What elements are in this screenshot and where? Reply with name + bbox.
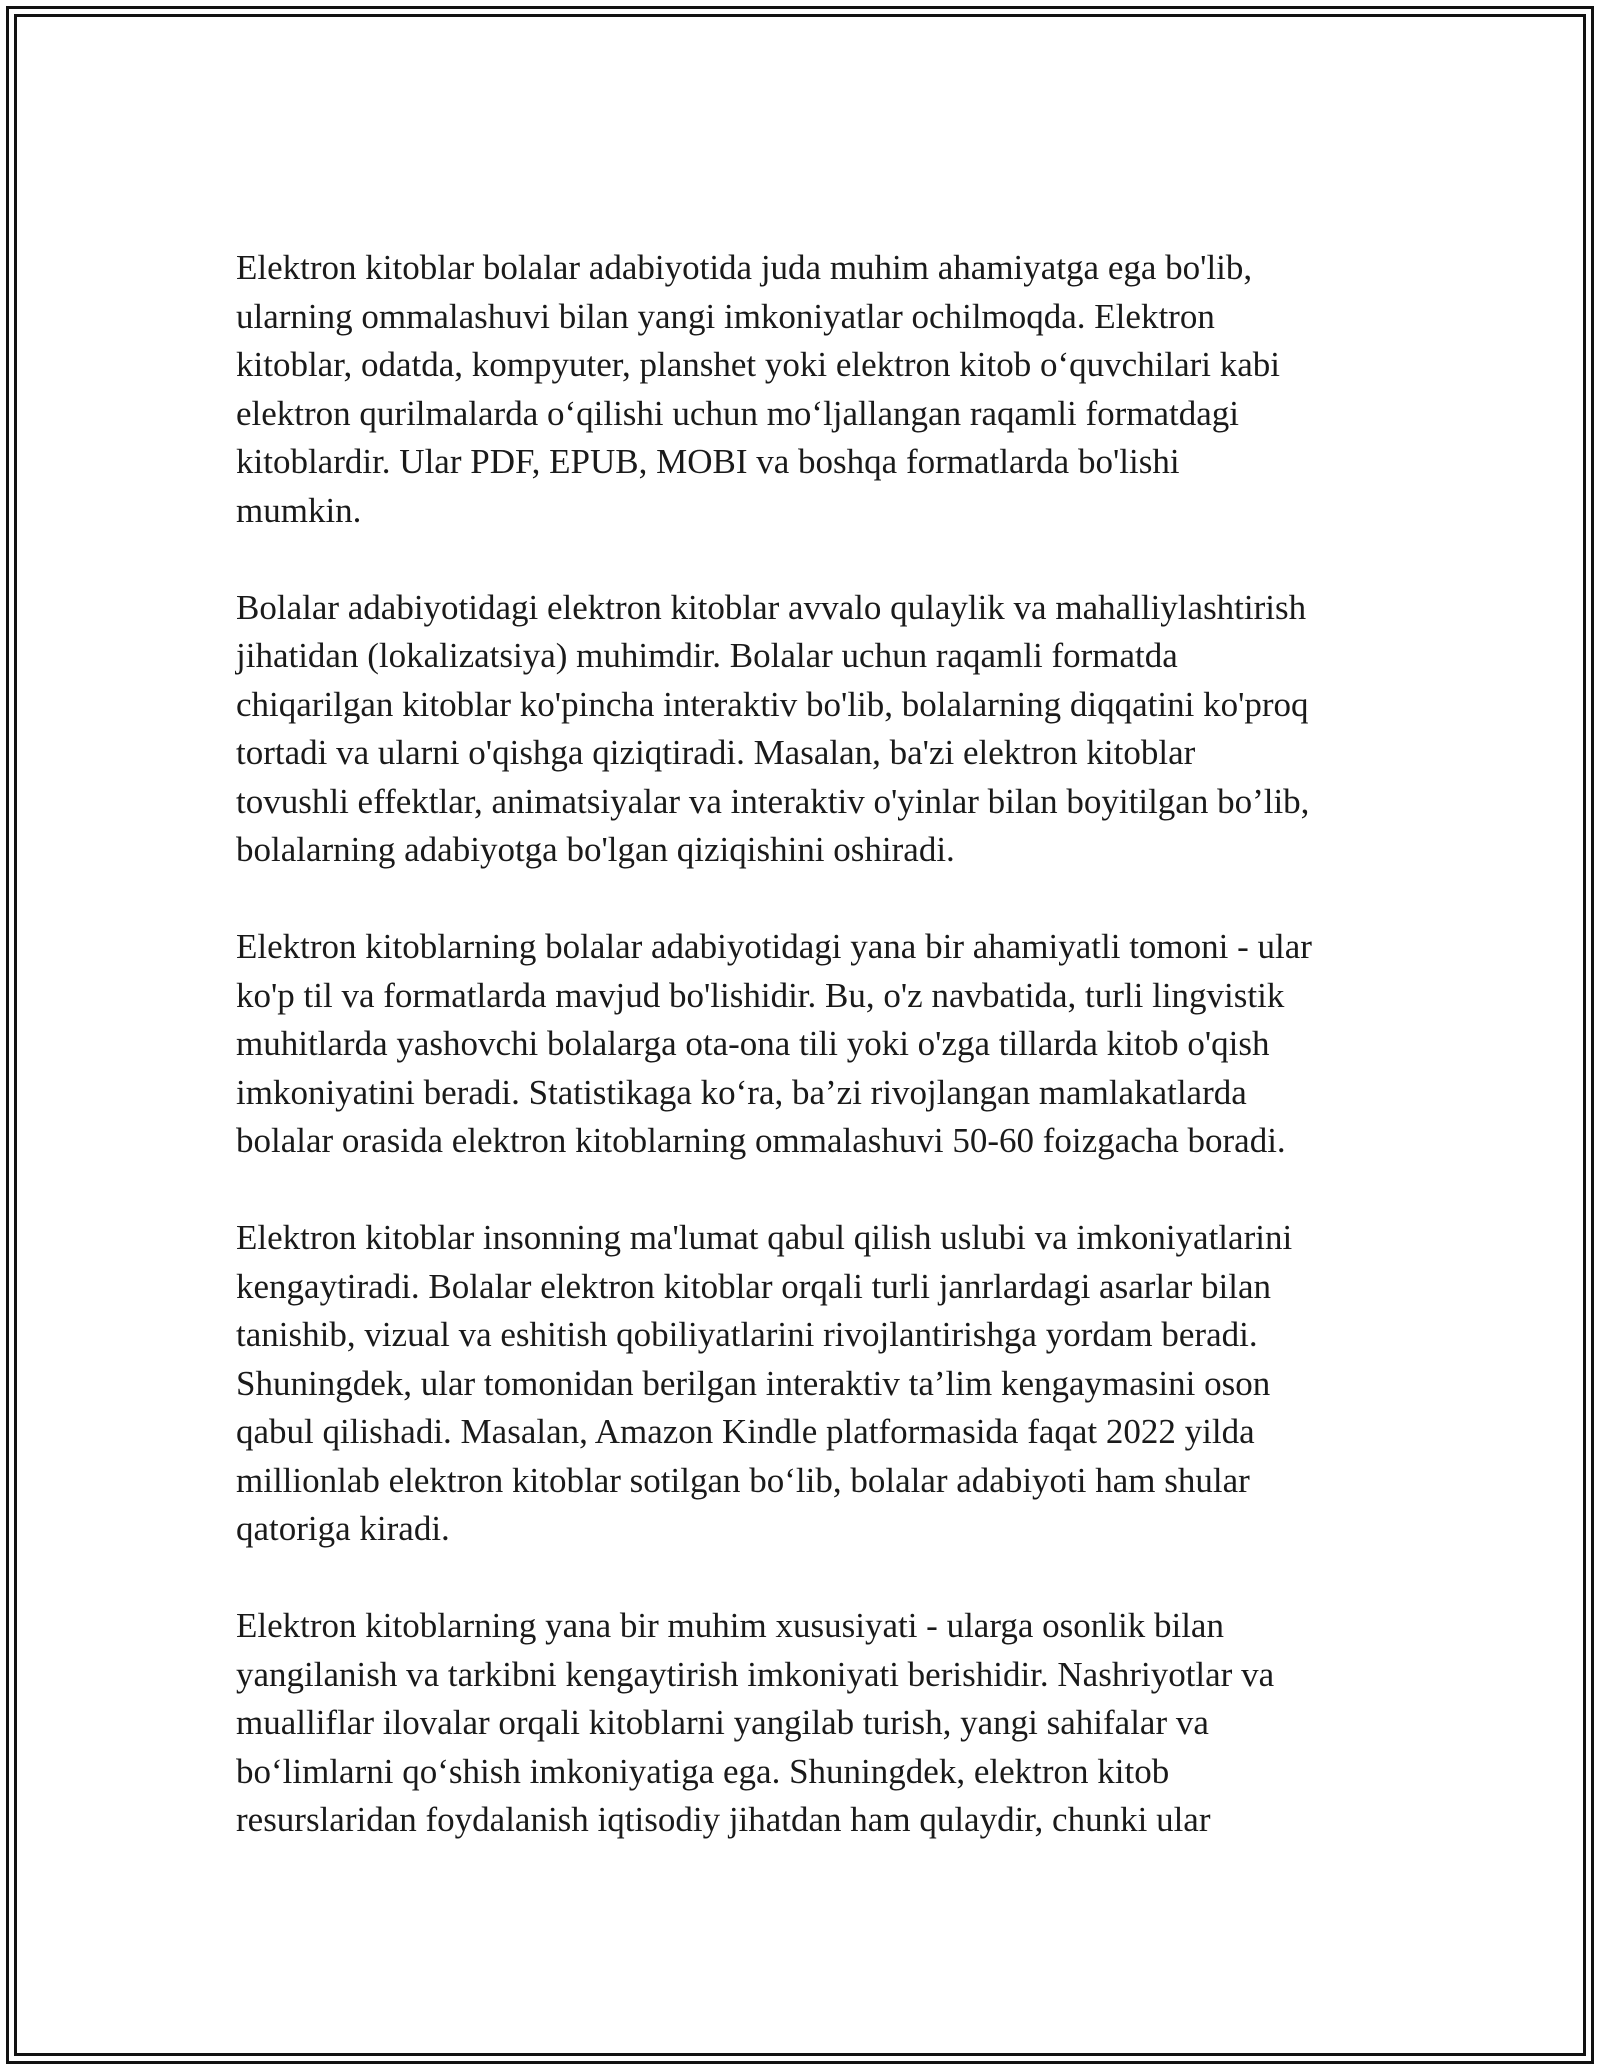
document-body	[236, 244, 1376, 1845]
text-line: resurslaridan foydalanish iqtisodiy jihatdan ham qulaydir, chunki ular	[236, 1800, 1211, 1839]
text-line: kitoblar, odatda, kompyuter, planshet yoki elektron kitob o‘quvchilari kabi	[236, 345, 1281, 384]
text-line: imkoniyatini beradi. Statistikaga ko‘ra, ba’zi rivojlangan mamlakatlarda	[236, 1072, 1247, 1112]
text-line: tovushli effektlar, animatsiyalar va interaktiv o'yinlar bilan boyitilgan bo’lib,	[236, 781, 1310, 821]
text-line: Bolalar adabiyotidagi elektron kitoblar avvalo qulaylik va mahalliylashtirish	[236, 587, 1307, 627]
text-line: Elektron kitoblarning bolalar adabiyotidagi yana bir ahamiyatli tomoni - ular	[236, 927, 1312, 966]
text-line: chiqarilgan kitoblar ko'pincha interaktiv bo'lib, bolalarning diqqatini ko'proq	[236, 684, 1309, 724]
paragraph-3	[236, 923, 1376, 1166]
text-line: kitoblardir. Ular PDF, EPUB, MOBI va boshqa formatlarda bo'lishi	[236, 442, 1180, 481]
paragraph-4	[236, 1214, 1376, 1554]
text-line: qatoriga kiradi.	[236, 1509, 450, 1548]
text-line: tanishib, vizual va eshitish qobiliyatlarini rivojlantirishga yordam beradi.	[236, 1315, 1258, 1354]
text-line: yangilanish va tarkibni kengaytirish imkoniyati berishidir. Nashriyotlar va	[236, 1654, 1275, 1694]
paragraph-1	[236, 244, 1376, 535]
text-line: Shuningdek, ular tomonidan berilgan interaktiv ta’lim kengaymasini oson	[236, 1363, 1271, 1403]
text-line: mumkin.	[236, 490, 362, 530]
text-line: kengaytiradi. Bolalar elektron kitoblar orqali turli janrlardagi asarlar bilan	[236, 1266, 1272, 1306]
text-line: ularning ommalashuvi bilan yangi imkoniyatlar ochilmoqda. Elektron	[236, 296, 1215, 336]
text-line: Elektron kitoblarning yana bir muhim xususiyati - ularga osonlik bilan	[236, 1606, 1224, 1645]
text-line: bo‘limlarni qo‘shish imkoniyatiga ega. Shuningdek, elektron kitob	[236, 1751, 1170, 1791]
text-line: elektron qurilmalarda o‘qilishi uchun mo‘ljallangan raqamli formatdagi	[236, 393, 1240, 433]
text-line: ko'p til va formatlarda mavjud bo'lishidir. Bu, o'z navbatida, turli lingvistik	[236, 975, 1285, 1015]
text-line: millionlab elektron kitoblar sotilgan bo‘lib, bolalar adabiyoti ham shular	[236, 1460, 1250, 1500]
text-line: bolalarning adabiyotga bo'lgan qiziqishini oshiradi.	[236, 830, 955, 869]
text-line: qabul qilishadi. Masalan, Amazon Kindle platformasida faqat 2022 yilda	[236, 1412, 1255, 1451]
text-line: tortadi va ularni o'qishga qiziqtiradi. Masalan, ba'zi elektron kitoblar	[236, 733, 1196, 772]
text-line: muhitlarda yashovchi bolalarga ota-ona tili yoki o'zga tillarda kitob o'qish	[236, 1024, 1270, 1063]
paragraph-5	[236, 1602, 1376, 1845]
text-line: Elektron kitoblar bolalar adabiyotida juda muhim ahamiyatga ega bo'lib,	[236, 248, 1253, 287]
text-line: bolalar orasida elektron kitoblarning ommalashuvi 50-60 foizgacha boradi.	[236, 1121, 1286, 1160]
text-line: Elektron kitoblar insonning ma'lumat qabul qilish uslubi va imkoniyatlarini	[236, 1218, 1293, 1257]
text-line: jihatidan (lokalizatsiya) muhimdir. Bolalar uchun raqamli formatda	[236, 636, 1178, 675]
paragraph-2	[236, 584, 1376, 875]
text-line: mualliflar ilovalar orqali kitoblarni yangilab turish, yangi sahifalar va	[236, 1703, 1209, 1742]
